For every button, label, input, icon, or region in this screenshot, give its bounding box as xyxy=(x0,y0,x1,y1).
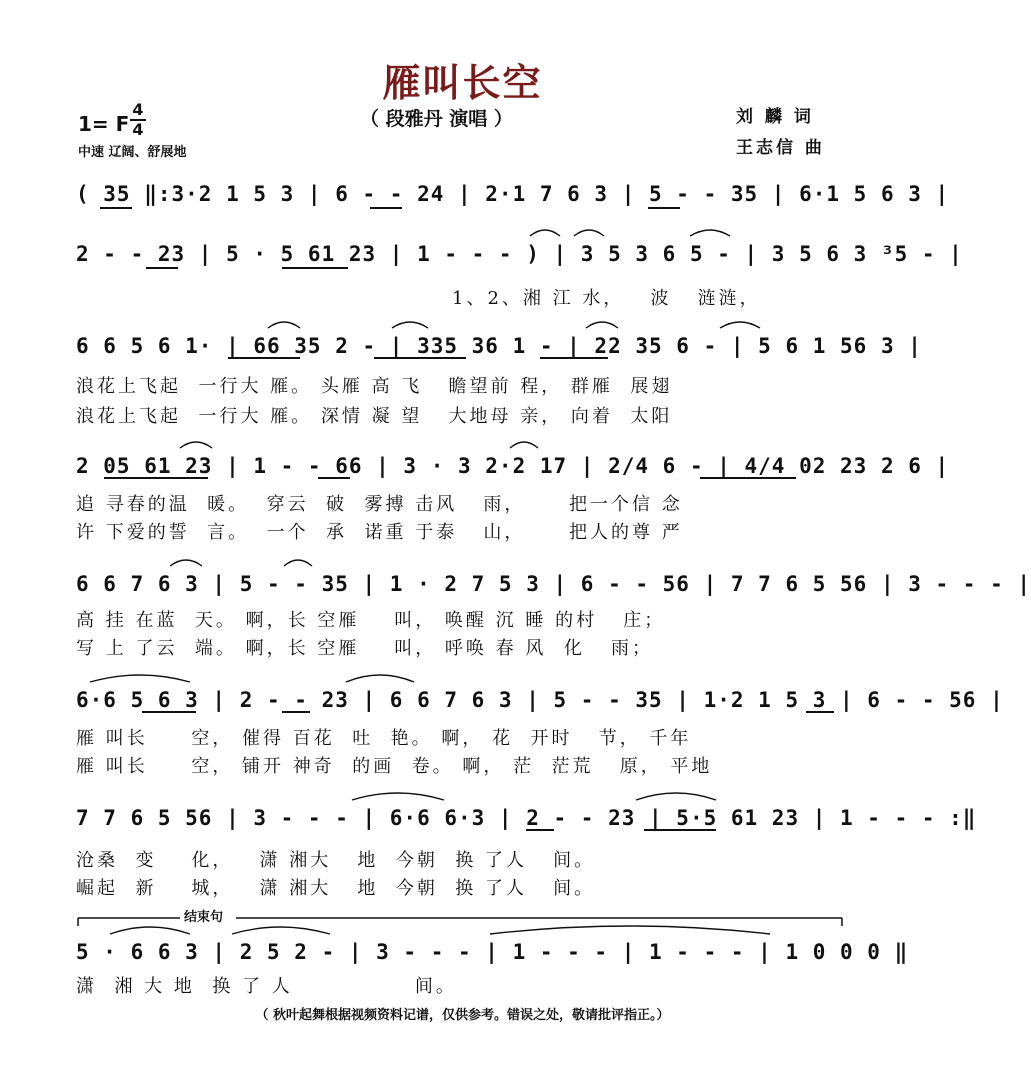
song-title: 雁叫长空 xyxy=(382,61,543,105)
slur-mark xyxy=(530,230,560,236)
slur-mark xyxy=(574,230,604,236)
notation-row-7: 7 7 6 5 56 | 3 - - - | 6·6 6·3 | 2 - - 23 | 5·5 61 23 | 1 - - - :‖ xyxy=(76,806,977,830)
notation-row-6: 6·6 5 6 3 | 2 - - 23 | 6 6 7 6 3 | 5 - - 35 | 1·2 1 5 3 | 6 - - 56 | xyxy=(76,688,1004,712)
slur-mark xyxy=(268,322,300,328)
lyric-row-7-verse-1: 沧桑 变 化， 潇 湘大 地 今朝 换 了人 间。 xyxy=(76,850,596,871)
slur-mark xyxy=(90,675,190,682)
notation-row-3: 6 6 5 6 1· | 66 35 2 - | 335 36 1 - | 22 35 6 - | 5 6 1 56 3 | xyxy=(76,334,922,358)
slur-mark xyxy=(180,442,212,448)
lyric-row-3-verse-2: 浪花上飞起 一行大 雁。 深情 凝 望 大地母 亲， 向着 太阳 xyxy=(76,406,673,427)
slur-mark xyxy=(510,442,538,448)
slur-mark xyxy=(284,560,312,566)
slur-mark xyxy=(110,927,190,934)
slur-mark xyxy=(720,322,760,328)
lyric-row-4-verse-1: 追 寻春的温 暖。 穿云 破 雾搏 击风 雨， 把一个信 念 xyxy=(76,494,683,515)
notation-row-8: 5 · 6 6 3 | 2 5 2 - | 3 - - - | 1 - - - | 1 - - - | 1 0 0 0 ‖ xyxy=(76,940,909,964)
slur-mark xyxy=(586,322,618,328)
lyricist-credit: 刘 麟 词 xyxy=(736,107,814,127)
time-signature-bottom: 4 xyxy=(132,120,144,139)
tie-mark xyxy=(490,926,770,934)
lyric-row-2-verse-1: 1、2、湘 江 水， 波 涟涟， xyxy=(452,288,761,309)
slur-mark xyxy=(346,675,414,682)
lyric-row-5-verse-2: 写 上 了云 端。 啊，长 空雁 叫， 呼唤 春 风 化 雨； xyxy=(76,638,653,659)
lyric-row-6-verse-1: 雁 叫长 空， 催得 百花 吐 艳。 啊， 花 开时 节， 千年 xyxy=(76,728,692,749)
slur-mark xyxy=(170,560,202,566)
tempo-marking: 中速 辽阔、舒展地 xyxy=(78,145,187,160)
notation-row-1: ( 35 ‖:3·2 1 5 3 | 6 - - 24 | 2·1 7 6 3 | 5 - - 35 | 6·1 5 6 3 | xyxy=(76,182,950,206)
lyric-row-3-verse-1: 浪花上飞起 一行大 雁。 头雁 高 飞 瞻望前 程， 群雁 展翅 xyxy=(76,376,673,397)
lyric-row-8: 潇 湘 大 地 换 了 人 间。 xyxy=(76,976,457,997)
lyric-row-7-verse-2: 崛起 新 城， 潇 湘大 地 今朝 换 了人 间。 xyxy=(76,878,596,899)
performer-credit: （ 段雅丹 演唱 ） xyxy=(360,108,513,130)
key-signature: 1= F xyxy=(78,112,130,136)
notation-row-4: 2 05 61 23 | 1 - - 66 | 3 · 3 2·2 17 | 2/4 6 - | 4/4 02 23 2 6 | xyxy=(76,454,950,478)
ending-label: 结束句 xyxy=(184,910,224,925)
slur-mark xyxy=(352,793,444,800)
slur-mark xyxy=(636,793,716,800)
slur-mark xyxy=(392,322,428,328)
time-signature-top: 4 xyxy=(132,100,144,119)
slur-mark xyxy=(690,230,730,236)
notation-row-2: 2 - - 23 | 5 · 5 61 23 | 1 - - - ) | 3 5 3 6 5 - | 3 5 6 3 ³5 - | xyxy=(76,242,963,266)
composer-credit: 王志信 曲 xyxy=(736,138,825,158)
notation-row-5: 6 6 7 6 3 | 5 - - 35 | 1 · 2 7 5 3 | 6 - - 56 | 7 7 6 5 56 | 3 - - - | xyxy=(76,572,1031,596)
transcriber-note: （ 秋叶起舞根据视频资料记谱，仅供参考。错误之处，敬请批评指正。） xyxy=(255,1008,670,1023)
lyric-row-6-verse-2: 雁 叫长 空， 铺开 神奇 的画 卷。 啊， 茫 茫荒 原， 平地 xyxy=(76,756,713,777)
lyric-row-5-verse-1: 高 挂 在蓝 天。 啊，长 空雁 叫， 唤醒 沉 睡 的村 庄； xyxy=(76,610,666,631)
slur-mark xyxy=(232,927,330,934)
lyric-row-4-verse-2: 许 下爱的誓 言。 一个 承 诺重 于泰 山， 把人的尊 严 xyxy=(76,522,683,543)
